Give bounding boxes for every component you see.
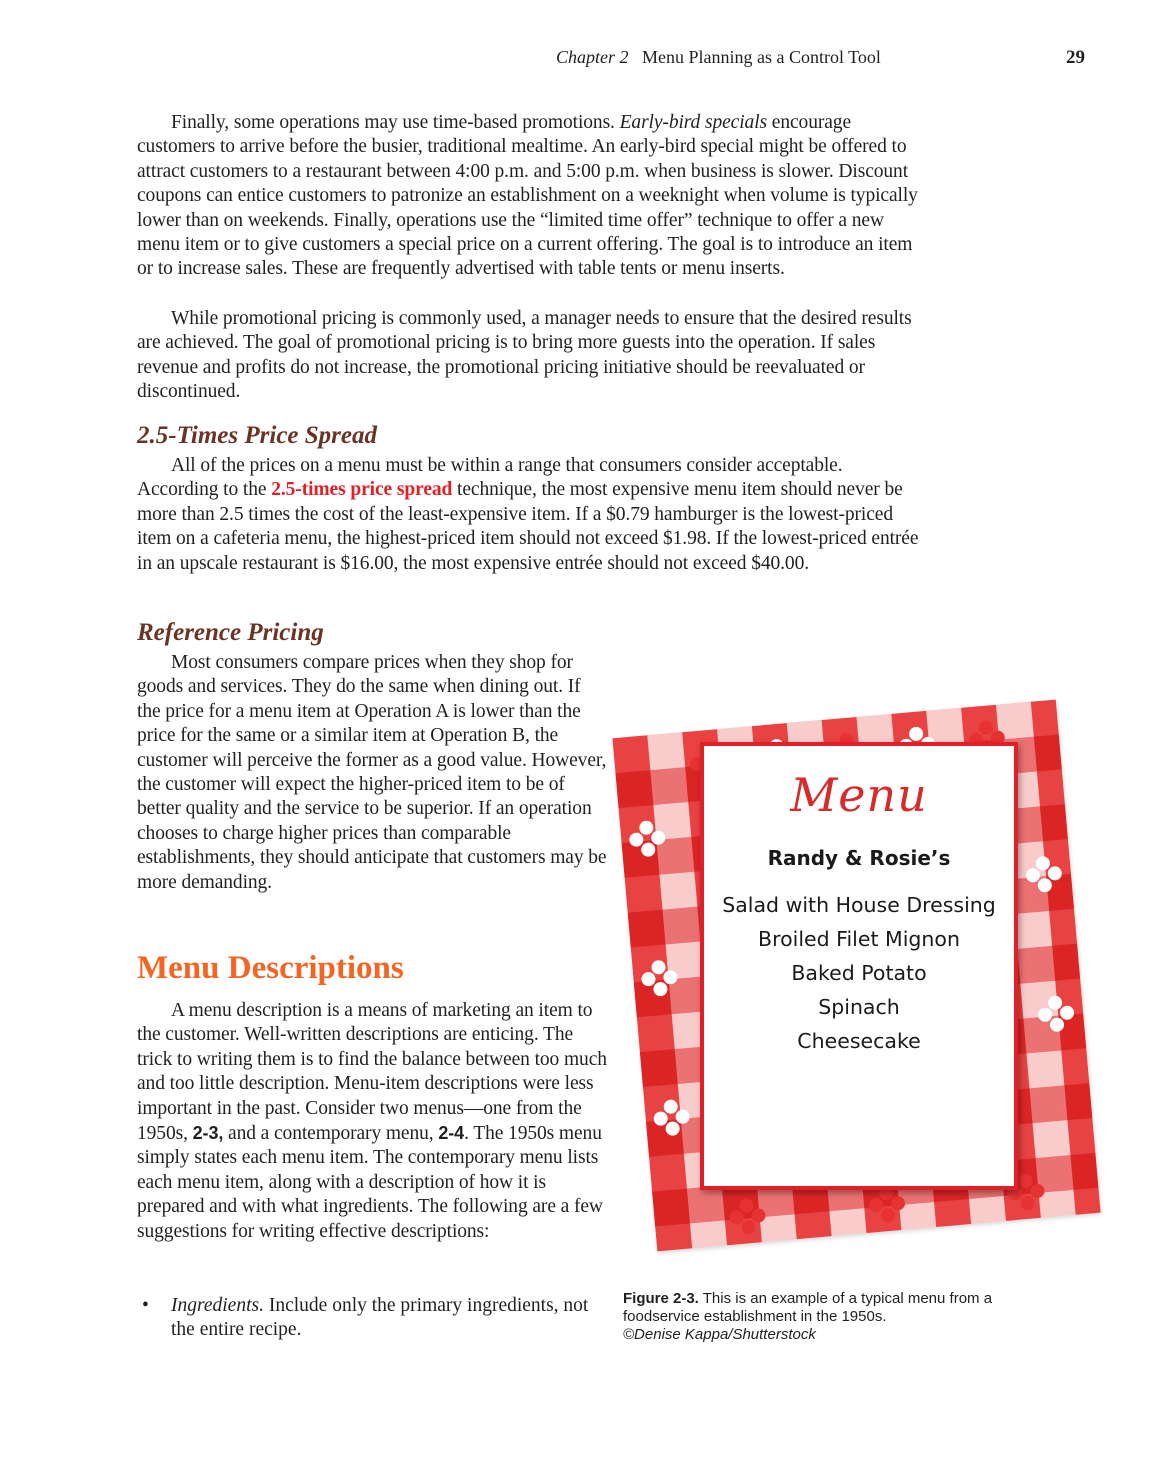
text-run: Finally, some operations may use time-based promotions. [171,112,620,133]
text-run: While promotional pricing is commonly used, a manager needs to ensure that the desired results are achieved. The goal of promotional pricing is to bring more guests into the operation. If sales revenue and profits do not increase, the promotional pricing initiative should be reevaluated or discontinued. [137,308,912,403]
text-run: Most consumers compare prices when they shop for goods and services. They do the same when dining out. If the price for a menu item at Operation A is lower than the price for the same or a similar item at Operation B, the customer will perceive the former as a good value. However, the customer will expect the higher-priced item to be of better quality and the service to be superior. If an operation chooses to charge higher prices than comparable establishments, they should anticipate that customers may be more demanding. [137,652,607,893]
paragraph-menu-descriptions [137,999,607,1244]
text-run: . The 1950s menu simply states each menu item. The contemporary menu lists each menu item, along with a description of how it is prepared and with what ingredients. The following are a few suggestions for writing effective descriptions: [137,1123,603,1242]
paragraph-price-spread [137,454,927,576]
menu-item: Salad with House Dressing [722,893,996,917]
flower-icon [652,1098,691,1137]
menu-item: Spinach [818,995,900,1019]
menu-item: Cheesecake [797,1029,921,1053]
flower-icon [728,1197,767,1236]
text-run: A menu description is a means of marketing an item to the customer. Well-written descriptions are enticing. The trick to writing them is to find the balance between too much and too little description. Menu-item descriptions were less important in the past. Consider two menus—one from the 1950s, [137,1000,607,1145]
text-run: All of the prices on a menu must be within a range that consumers consider acceptable. According to the [137,455,843,501]
menu-items-list [704,888,1014,1058]
paragraph-early-bird [137,111,927,282]
menu-item: Baked Potato [791,961,927,985]
flower-icon [640,959,679,998]
heading-price-spread: 2.5-Times Price Spread [137,422,378,449]
paragraph-promotional-results [137,307,927,405]
heading-menu-descriptions: Menu Descriptions [137,950,404,986]
caption-text: This is an example of a typical menu from a foodservice establishment in the 1950s. [623,1290,993,1325]
flower-icon [1037,994,1076,1033]
text-run: and a contemporary menu, [223,1123,439,1145]
flower-icon [628,819,667,858]
term-early-bird: Early-bird specials [619,112,768,133]
key-term-price-spread: 2.5-times price spread [271,479,453,501]
bullet-term: Ingredients. [171,1295,264,1316]
menu-card [700,742,1018,1190]
menu-item: Broiled Filet Mignon [758,927,960,951]
menu-title: Menu [790,768,928,822]
figure-caption [623,1290,1063,1344]
figure-1950s-menu [622,690,1092,1280]
restaurant-name: Randy & Rosie’s [767,846,951,870]
figure-ref-2-4[interactable]: 2-4 [438,1123,465,1144]
chapter-label: Chapter 2 [556,47,629,67]
caption-label: Figure 2-3. [623,1290,699,1307]
figure-ref-2-3[interactable]: 2-3, [192,1123,224,1144]
bullet-text [171,1294,611,1343]
heading-reference-pricing: Reference Pricing [137,619,324,646]
text-run: encourage customers to arrive before the busier, traditional mealtime. An early-bird special might be offered to attract customers to a restaurant between 4:00 p.m. and 5:00 p.m. when business is slower. Discount coupons can entice customers to patronize an establishment on a weeknight when volume is typically lower than on weekends. Finally, operations use the “limited time offer” technique to offer a new menu item or to give customers a special price on a current offering. The goal is to introduce an item or to increase sales. These are frequently advertised with table tents or menu inserts. [137,112,918,280]
text-run: technique, the most expensive menu item should never be more than 2.5 times the cost of the least-expensive item. If a $0.79 hamburger is the lowest-priced item on a cafeteria menu, the highest-priced item should not exceed $1.98. If the lowest-priced entrée in an upscale restaurant is $16.00, the most expensive entrée should not exceed $40.00. [137,479,919,574]
flower-icon [868,1185,907,1224]
photo-credit: ©Denise Kappa/Shutterstock [623,1326,816,1343]
chapter-heading [556,47,881,68]
page-number: 29 [1066,47,1085,68]
text-run: Include only the primary ingredients, not the entire recipe. [171,1295,589,1341]
chapter-title: Menu Planning as a Control Tool [642,47,881,67]
paragraph-reference-pricing [137,651,607,895]
flower-icon [1024,855,1063,894]
running-head [0,47,1156,73]
bullet-marker: • [142,1295,149,1316]
